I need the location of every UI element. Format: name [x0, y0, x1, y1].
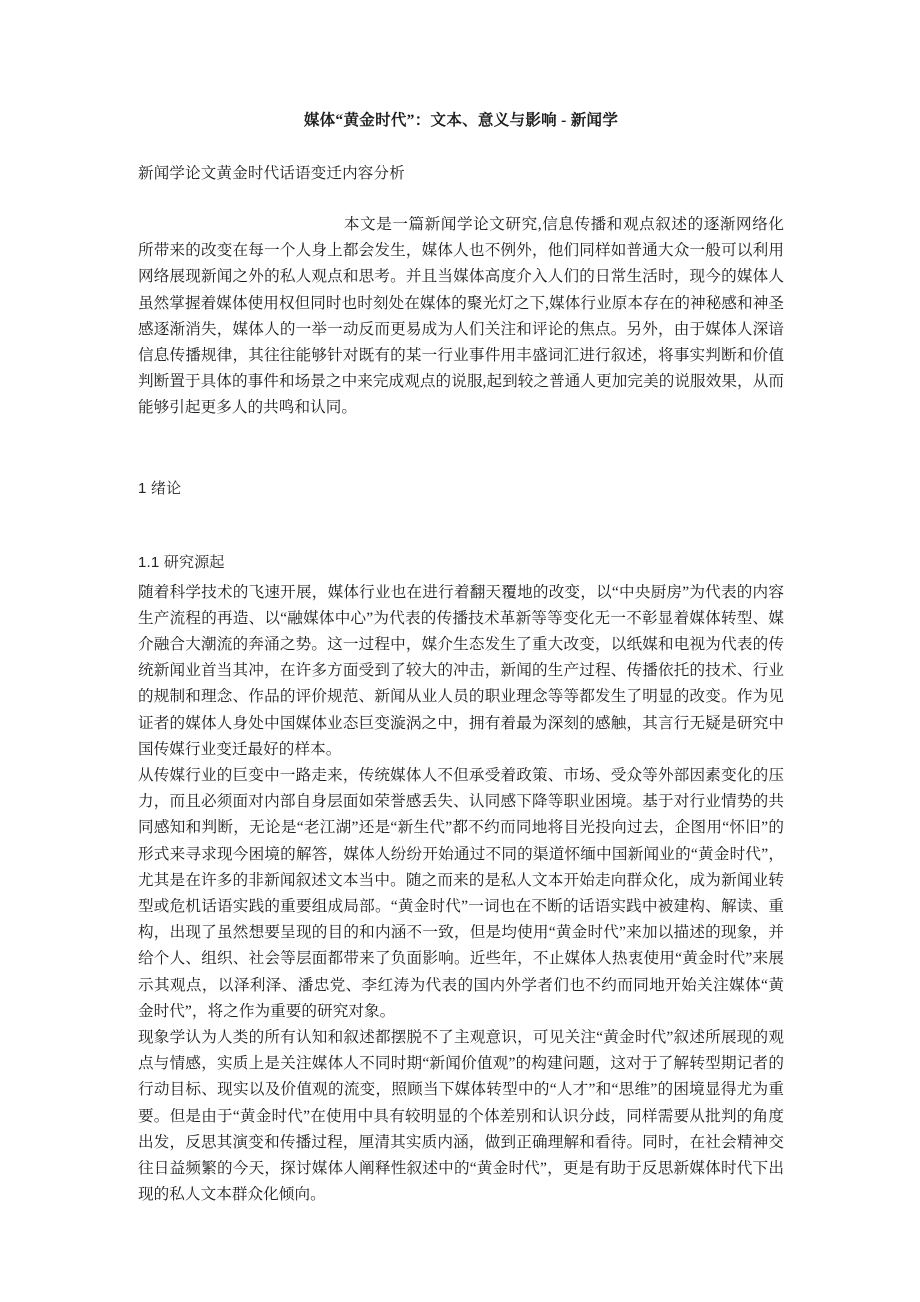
section-heading: 1.1 研究源起: [138, 553, 225, 571]
body-paragraph: 从传媒行业的巨变中一路走来，传统媒体人不但承受着政策、市场、受众等外部因素变化的压力，而且必须面对内部自身层面如荣誉感丢失、认同感下降等职业困境。基于对行业情势的共同感知和判断，无论是“老江湖”还是“新生代”都不约而同地将目光投向过去，企图用“怀旧”的形式来寻求现今困境的解答，媒体人纷纷开始通过不同的渠道怀缅中国新闻业的“黄金时代”，尤其是在许多的非新闻叙述文本当中。随之而来的是私人文本开始走向群众化，成为新闻业转型或危机话语实践的重要组成局部。“黄金时代”一词也在不断的话语实践中被建构、解读、重构，出现了虽然想要呈现的目的和内涵不一致，但是均使用“黄金时代”来加以描述的现象，并给个人、组织、社会等层面都带来了负面影响。近些年，不止媒体人热衷使用“黄金时代”来展示其观点，以泽利泽、潘忠党、李红涛为代表的国内外学者们也不约而同地开始关注媒体“黄金时代”，将之作为重要的研究对象。: [138, 767, 784, 1020]
page-title: 媒体“黄金时代”：文本、意义与影响 - 新闻学: [303, 112, 619, 129]
document-content: [138, 0, 784, 1209]
body-paragraph: 现象学认为人类的所有认知和叙述都摆脱不了主观意识，可见关注“黄金时代”叙述所展现的观点与情感，实质上是关注媒体人不同时期“新闻价值观”的构建问题，这对于了解转型期记者的行动目标、现实以及价值观的流变，照顾当下媒体转型中的“人才”和“思维”的困境显得尤为重要。但是由于“黄金时代”在使用中具有较明显的个体差别和认识分歧，同样需要从批判的角度出发，反思其演变和传播过程，厘清其实质内涵，做到正确理解和看待。同时，在社会精神交往日益频繁的今天，探讨媒体人阐释性叙述中的“黄金时代”，更是有助于反思新媒体时代下出现的私人文本群众化倾向。: [138, 1029, 784, 1204]
abstract-paragraph: 本文是一篇新闻学论文研究,信息传播和观点叙述的逐渐网络化所带来的改变在每一个人身上都会发生，媒体人也不例外，他们同样如普通大众一般可以利用网络展现新闻之外的私人观点和思考。并且当媒体高度介入人们的日常生活时，现今的媒体人虽然掌握着媒体使用权但同时也时刻处在媒体的聚光灯之下,媒体行业原本存在的神秘感和神圣感逐渐消失，媒体人的一举一动反而更易成为人们关注和评论的焦点。另外，由于媒体人深谙信息传播规律，其往往能够针对既有的某一行业事件用丰盛词汇进行叙述，将事实判断和价值判断置于具体的事件和场景之中来完成观点的说服,起到较之普通人更加完美的说服效果，从而能够引起更多人的共鸣和认同。: [138, 216, 784, 417]
body-paragraph: 随着科学技术的飞速开展，媒体行业也在进行着翻天覆地的改变，以“中央厨房”为代表的内容生产流程的再造、以“融媒体中心”为代表的传播技术革新等等变化无一不彰显着媒体转型、媒介融合大潮流的奔涌之势。这一过程中，媒介生态发生了重大改变，以纸媒和电视为代表的传统新闻业首当其冲，在许多方面受到了较大的冲击，新闻的生产过程、传播依托的技术、行业的规制和理念、作品的评价规范、新闻从业人员的职业理念等等都发生了明显的改变。作为见证者的媒体人身处中国媒体业态巨变漩涡之中，拥有着最为深刻的感触，其言行无疑是研究中国传媒行业变迁最好的样本。: [138, 583, 784, 758]
chapter-heading: 1 绪论: [138, 479, 182, 497]
document-subtitle: 新闻学论文黄金时代话语变迁内容分析: [138, 165, 405, 182]
